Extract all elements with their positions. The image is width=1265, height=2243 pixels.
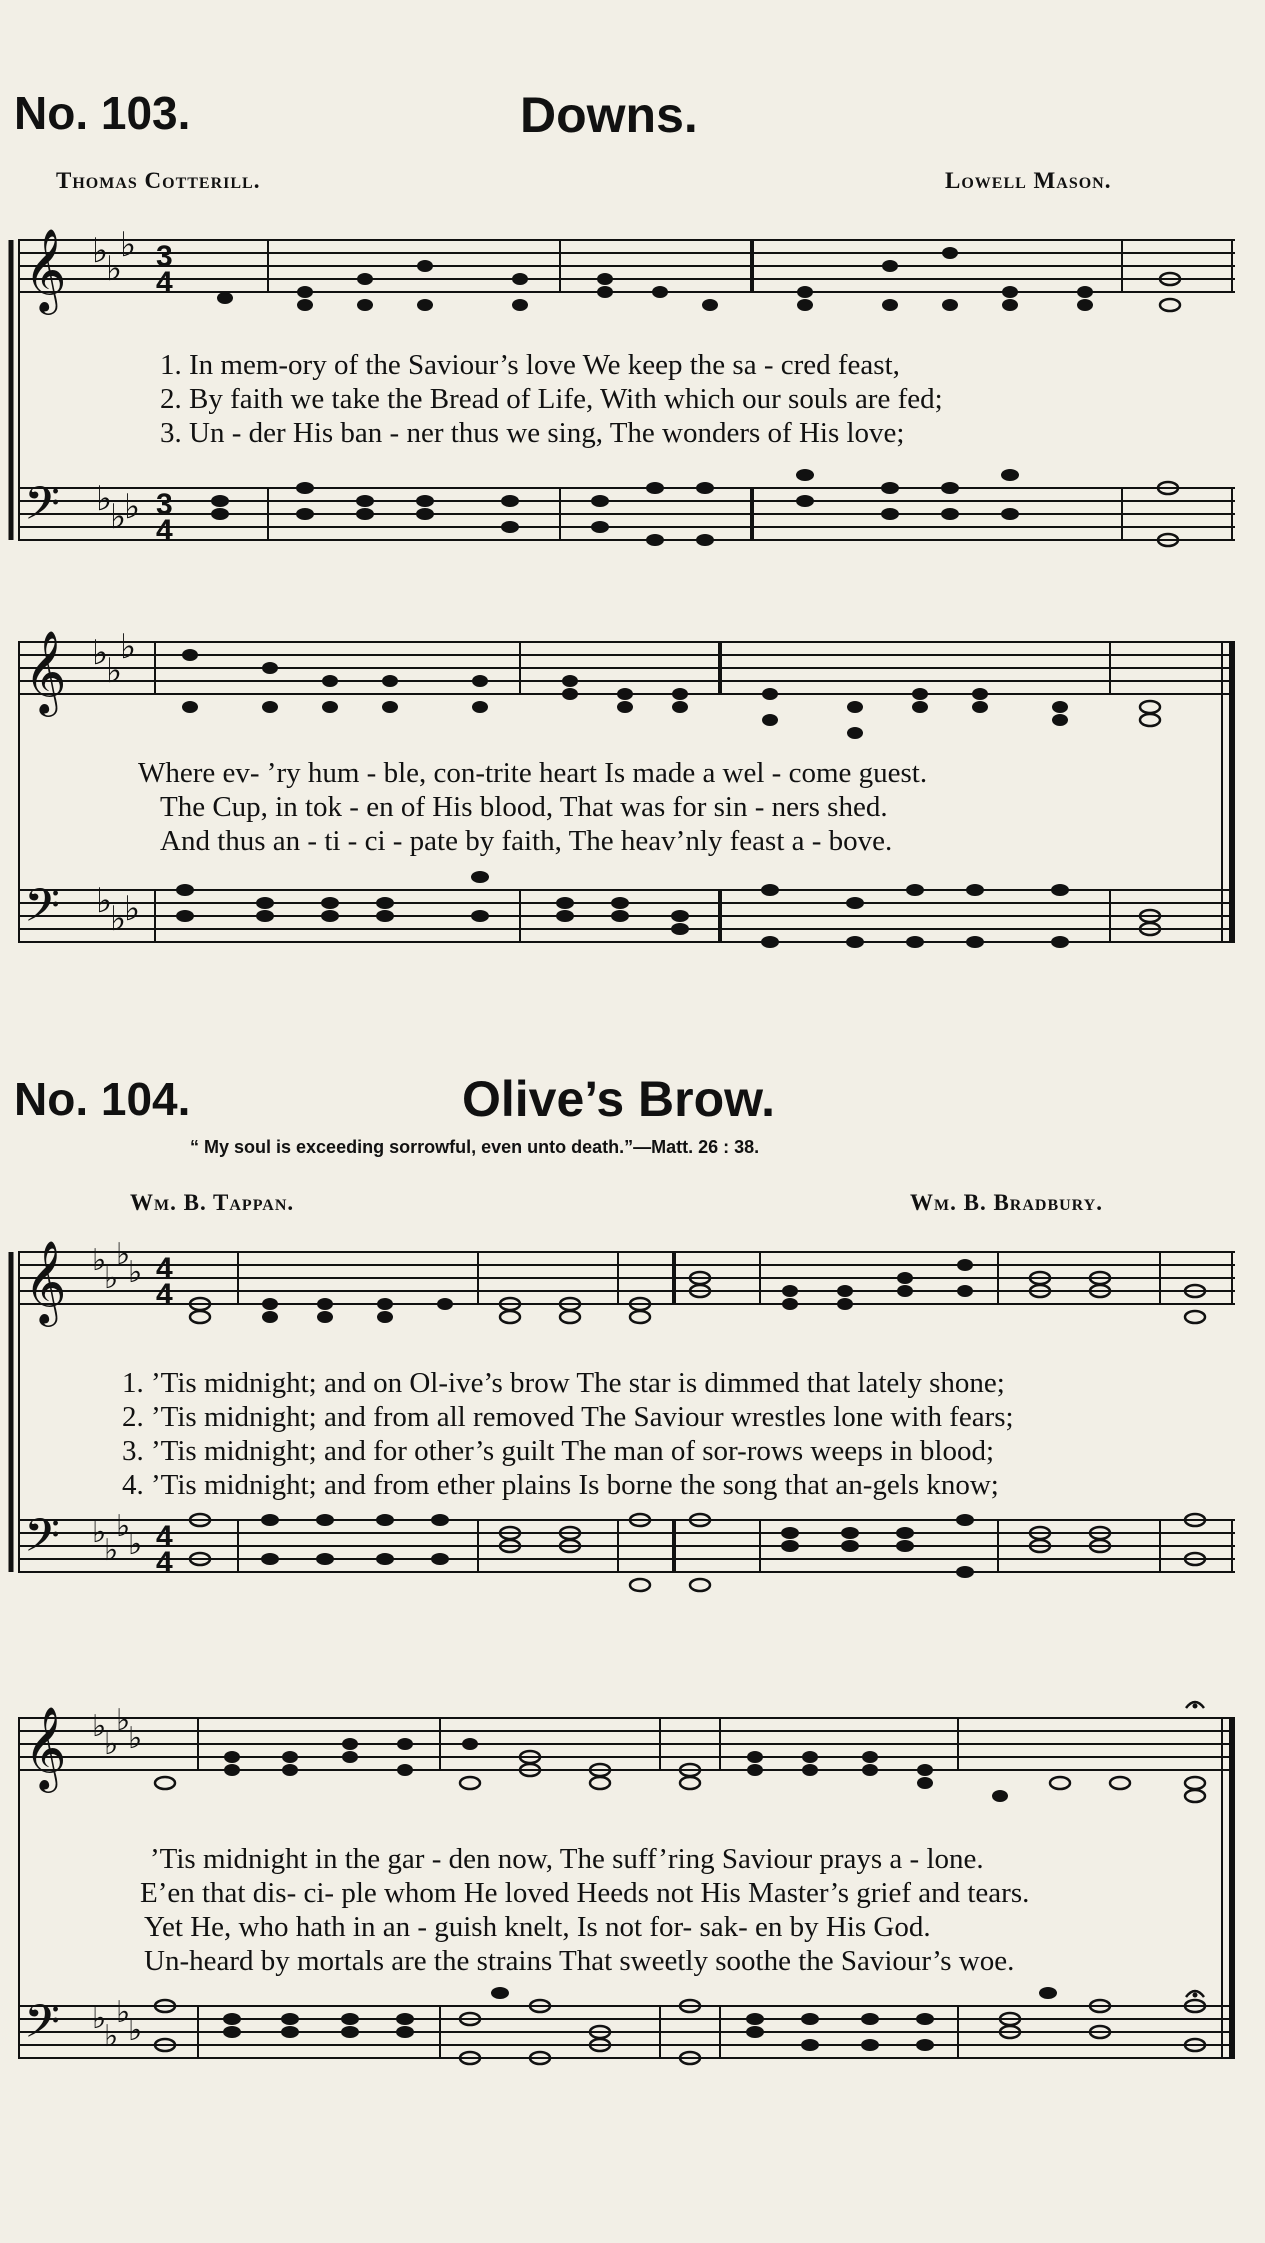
verse-line: Where ev- ’ry hum - ble, con-trite heart Is made a wel - come guest. (138, 757, 928, 789)
svg-text:♭: ♭ (120, 629, 137, 666)
verse-line: 3. ’Tis midnight; and for other’s guilt The man of sor-rows weeps in blood; (122, 1435, 995, 1467)
svg-text:𝄞: 𝄞 (24, 1705, 67, 1789)
lyric-block (140, 1842, 1029, 1978)
svg-text:♭: ♭ (104, 1534, 119, 1567)
svg-text:𝄞: 𝄞 (24, 227, 67, 311)
svg-text:♭: ♭ (128, 1256, 143, 1289)
svg-text:4: 4 (156, 1252, 173, 1285)
verse-line: 2. ’Tis midnight; and from all removed The Saviour wrestles lone with fears; (122, 1401, 1014, 1433)
verse-line: Yet He, who hath in an - guish knelt, Is not for- sak- en by His God. (144, 1911, 931, 1943)
svg-text:♭: ♭ (128, 1722, 143, 1755)
svg-text:𝄢: 𝄢 (24, 879, 61, 944)
svg-text:4: 4 (156, 1278, 173, 1311)
svg-text:♭: ♭ (124, 891, 141, 928)
svg-text:♭: ♭ (120, 227, 137, 264)
verse-line: ’Tis midnight in the gar - den now, The suff’ring Saviour prays a - lone. (150, 1843, 984, 1875)
hymn-number: No. 103. (14, 87, 191, 139)
svg-text:♭: ♭ (92, 1244, 107, 1277)
music-credit: Lowell Mason. (945, 168, 1112, 193)
svg-text:♭: ♭ (92, 233, 109, 270)
svg-text:4: 4 (156, 1546, 173, 1579)
svg-text:♭: ♭ (116, 1704, 131, 1737)
svg-text:♭: ♭ (106, 251, 123, 288)
music-credit: Wm. B. Bradbury. (910, 1190, 1103, 1215)
verse-line: 2. By faith we take the Bread of Life, With which our souls are fed; (160, 383, 943, 415)
svg-text:𝄢: 𝄢 (24, 1995, 61, 2060)
svg-text:♭: ♭ (128, 2014, 143, 2047)
hymn-title: Downs. (520, 87, 698, 143)
verse-line: 1. ’Tis midnight; and on Ol-ive’s brow The star is dimmed that lately shone; (122, 1367, 1005, 1399)
hymn-number: No. 104. (14, 1073, 191, 1125)
words-credit: Thomas Cotterill. (56, 168, 261, 193)
verse-line: The Cup, in tok - en of His blood, That was for sin - ners shed. (160, 791, 888, 823)
svg-text:𝄞: 𝄞 (24, 1239, 67, 1323)
svg-text:𝄢: 𝄢 (24, 1509, 61, 1574)
svg-text:♭: ♭ (124, 489, 141, 526)
lyric-block (138, 756, 927, 858)
lyric-block (160, 348, 943, 450)
svg-text:♭: ♭ (92, 1516, 107, 1549)
svg-text:♭: ♭ (110, 499, 127, 536)
words-credit: Wm. B. Tappan. (130, 1190, 295, 1215)
svg-text:♭: ♭ (116, 1996, 131, 2029)
svg-text:♭: ♭ (104, 2020, 119, 2053)
verse-line: Un-heard by mortals are the strains That sweetly soothe the Saviour’s woe. (144, 1945, 1015, 1977)
svg-text:4: 4 (156, 1520, 173, 1553)
verse-line: E’en that dis- ci- ple whom He loved Heeds not His Master’s grief and tears. (140, 1877, 1030, 1909)
verse-line: 3. Un - der His ban - ner thus we sing, The wonders of His love; (160, 417, 905, 449)
svg-text:𝄞: 𝄞 (24, 629, 67, 713)
svg-text:♭: ♭ (128, 1528, 143, 1561)
svg-text:𝄢: 𝄢 (24, 477, 61, 542)
svg-text:♭: ♭ (104, 1728, 119, 1761)
svg-text:♭: ♭ (92, 1710, 107, 1743)
svg-text:♭: ♭ (96, 883, 113, 920)
verse-line: 4. ’Tis midnight; and from ether plains Is borne the song that an-gels know; (122, 1469, 999, 1501)
svg-text:♭: ♭ (96, 481, 113, 518)
svg-text:♭: ♭ (110, 901, 127, 938)
svg-text:♭: ♭ (104, 1262, 119, 1295)
svg-text:4: 4 (156, 266, 173, 299)
hymn-title: Olive’s Brow. (462, 1071, 776, 1127)
verse-line: 1. In mem-ory of the Saviour’s love We keep the sa - cred feast, (160, 349, 900, 381)
lyric-block (122, 1366, 1014, 1502)
svg-text:3: 3 (156, 240, 173, 273)
svg-text:4: 4 (156, 514, 173, 547)
svg-text:3: 3 (156, 488, 173, 521)
verse-line: And thus an - ti - ci - pate by faith, The heav’nly feast a - bove. (160, 825, 893, 857)
svg-text:♭: ♭ (92, 635, 109, 672)
svg-text:♭: ♭ (106, 653, 123, 690)
svg-text:♭: ♭ (116, 1510, 131, 1543)
epigraph: “ My soul is exceeding sorrowful, even unto death.”—Matt. 26 : 38. (190, 1137, 760, 1157)
svg-text:♭: ♭ (116, 1238, 131, 1271)
svg-text:♭: ♭ (92, 2002, 107, 2035)
